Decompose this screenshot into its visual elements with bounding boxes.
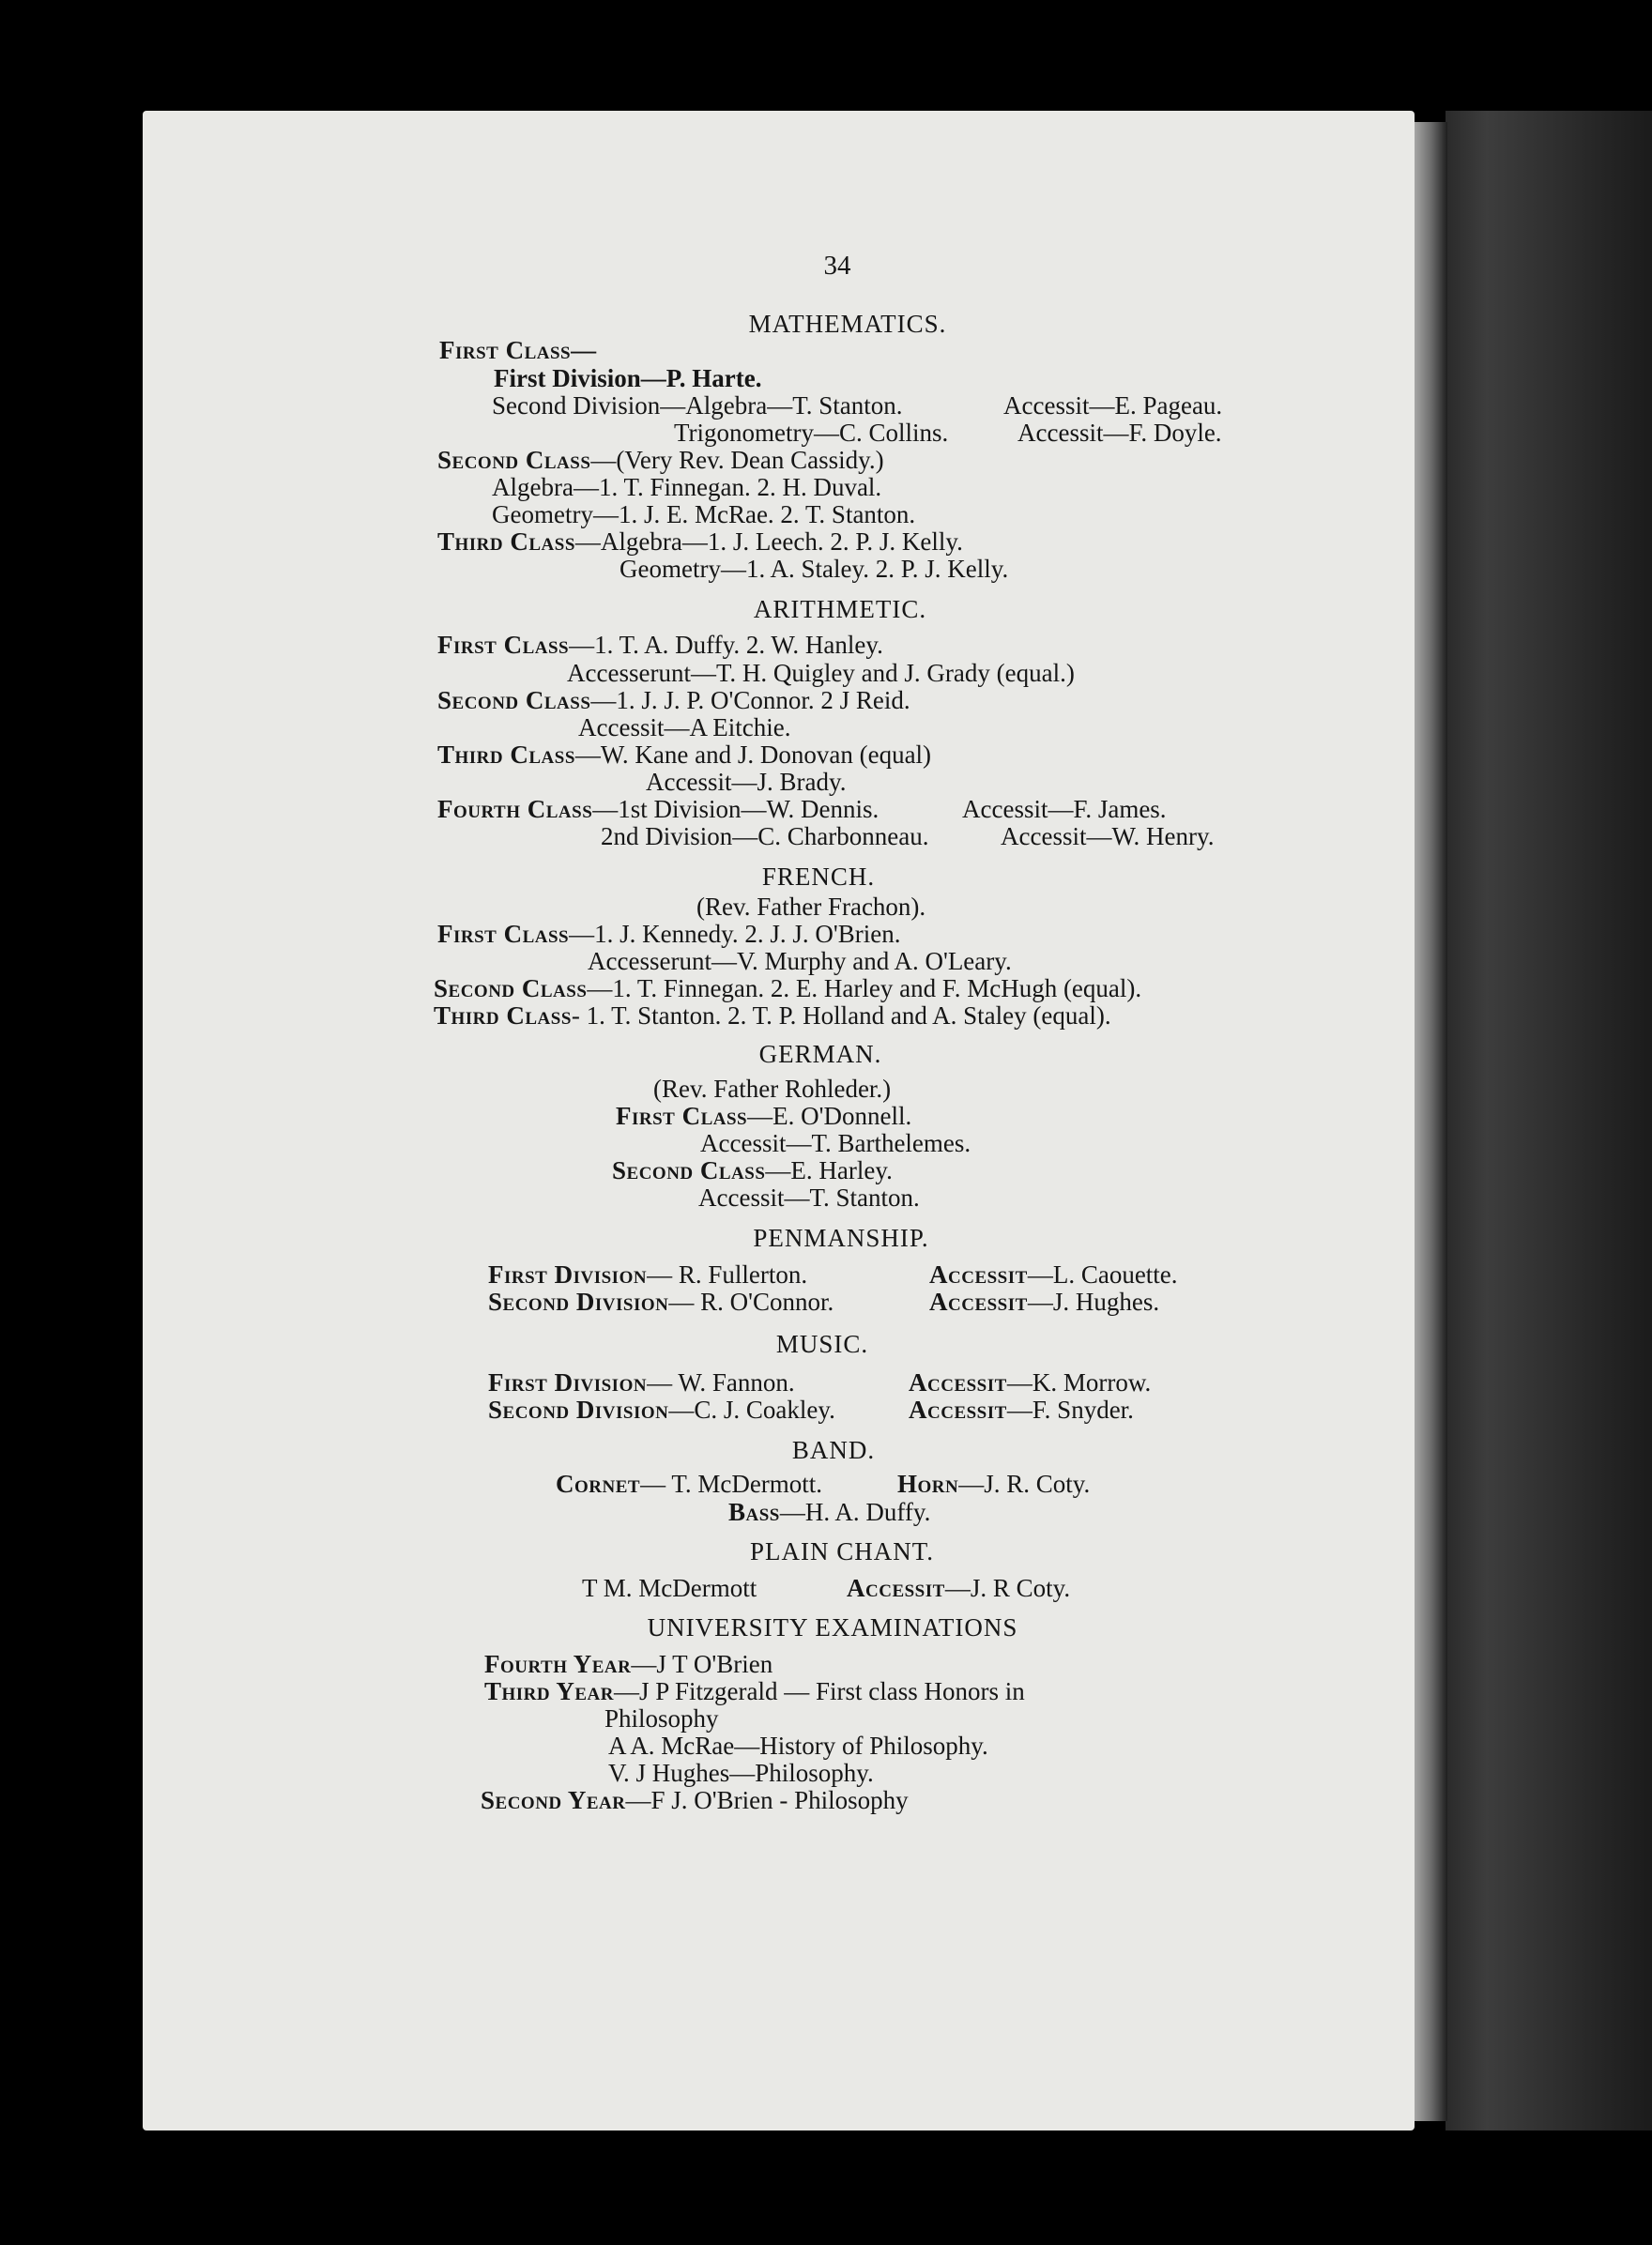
math-sc-geometry: Geometry—1. J. E. McRae. 2. T. Stanton. (492, 500, 916, 528)
plain-chant-accessit: Accessit—J. R Coty. (847, 1574, 1071, 1602)
arith-second-class: Second Class—1. J. J. P. O'Connor. 2 J Reid. (437, 686, 910, 714)
heading-music: MUSIC. (775, 1330, 869, 1358)
math-trigonometry: Trigonometry—C. Collins. (674, 419, 949, 447)
math-tc-geometry: Geometry—1. A. Staley. 2. P. J. Kelly. (620, 555, 1009, 583)
arith-second-accessit: Accessit—A Eitchie. (578, 713, 791, 741)
french-second-class: Second Class—1. T. Finnegan. 2. E. Harley and F. McHugh (equal). (434, 974, 1142, 1002)
book-spine (1446, 111, 1652, 2130)
math-second-class: Second Class—(Very Rev. Dean Cassidy.) (437, 446, 884, 474)
heading-french: FRENCH. (761, 863, 876, 891)
german-second-class: Second Class—E. Harley. (612, 1156, 893, 1184)
plain-chant-name: T M. McDermott (582, 1574, 757, 1602)
penmanship-first-accessit: Accessit—L. Caouette. (929, 1260, 1178, 1289)
math-first-division: First Division—P. Harte. (494, 364, 762, 392)
arith-fourth-accessit-2: Accessit—W. Henry. (1001, 822, 1215, 850)
heading-band: BAND. (791, 1436, 876, 1464)
band-cornet: Cornet— T. McDermott. (556, 1470, 823, 1498)
arith-third-accessit: Accessit—J. Brady. (646, 768, 847, 796)
german-teacher: (Rev. Father Rohleder.) (653, 1075, 892, 1103)
heading-university-examinations: UNIVERSITY EXAMINATIONS (647, 1613, 1018, 1642)
french-first-class: First Class—1. J. Kennedy. 2. J. J. O'Brien. (437, 920, 901, 948)
arith-fourth-accessit-1: Accessit—F. James. (962, 795, 1167, 823)
french-teacher: (Rev. Father Frachon). (696, 893, 926, 921)
math-algebra-accessit: Accessit—E. Pageau. (1003, 391, 1223, 420)
heading-arithmetic: ARITHMETIC. (753, 595, 927, 623)
univ-third-year-mcrae: A A. McRae—History of Philosophy. (608, 1732, 988, 1760)
arith-fourth-div2: 2nd Division—C. Charbonneau. (601, 822, 929, 850)
french-third-class: Third Class- 1. T. Stanton. 2. T. P. Holland and A. Staley (equal). (434, 1001, 1111, 1030)
band-bass: Bass—H. A. Duffy. (728, 1498, 931, 1526)
math-third-class: Third Class—Algebra—1. J. Leech. 2. P. J. Kelly. (437, 527, 963, 556)
arith-third-class: Third Class—W. Kane and J. Donovan (equal) (437, 741, 932, 769)
heading-penmanship: PENMANSHIP. (753, 1224, 929, 1252)
arith-first-accesserunt: Accesserunt—T. H. Quigley and J. Grady (equal.) (567, 659, 1075, 687)
penmanship-first-division: First Division— R. Fullerton. (488, 1260, 808, 1289)
french-first-accesserunt: Accesserunt—V. Murphy and A. O'Leary. (588, 947, 1012, 975)
univ-second-year: Second Year—F J. O'Brien - Philosophy (481, 1786, 909, 1814)
univ-third-year-hughes: V. J Hughes—Philosophy. (608, 1759, 874, 1787)
music-second-accessit: Accessit—F. Snyder. (909, 1396, 1134, 1424)
page-number: 34 (823, 251, 851, 281)
band-horn: Horn—J. R. Coty. (897, 1470, 1091, 1498)
univ-third-year: Third Year—J P Fitzgerald — First class Honors in (484, 1677, 1025, 1705)
arith-fourth-class: Fourth Class—1st Division—W. Dennis. (437, 795, 880, 823)
music-first-accessit: Accessit—K. Morrow. (909, 1368, 1152, 1397)
music-first-division: First Division— W. Fannon. (488, 1368, 795, 1397)
math-second-division-algebra: Second Division—Algebra—T. Stanton. (492, 391, 903, 420)
penmanship-second-division: Second Division— R. O'Connor. (488, 1288, 834, 1316)
univ-fourth-year: Fourth Year—J T O'Brien (484, 1650, 773, 1678)
heading-mathematics: MATHEMATICS. (748, 310, 947, 338)
heading-german: GERMAN. (758, 1040, 882, 1068)
german-second-accessit: Accessit—T. Stanton. (698, 1184, 920, 1212)
univ-third-year-cont: Philosophy (604, 1704, 719, 1733)
math-sc-algebra: Algebra—1. T. Finnegan. 2. H. Duval. (492, 473, 882, 501)
german-first-accessit: Accessit—T. Barthelemes. (700, 1129, 971, 1157)
math-trig-accessit: Accessit—F. Doyle. (1017, 419, 1222, 447)
german-first-class: First Class—E. O'Donnell. (616, 1102, 912, 1130)
heading-plain-chant: PLAIN CHANT. (750, 1537, 934, 1565)
penmanship-second-accessit: Accessit—J. Hughes. (929, 1288, 1160, 1316)
music-second-division: Second Division—C. J. Coakley. (488, 1396, 835, 1424)
arith-first-class: First Class—1. T. A. Duffy. 2. W. Hanley. (437, 631, 883, 659)
math-first-class: First Class— (439, 336, 597, 364)
